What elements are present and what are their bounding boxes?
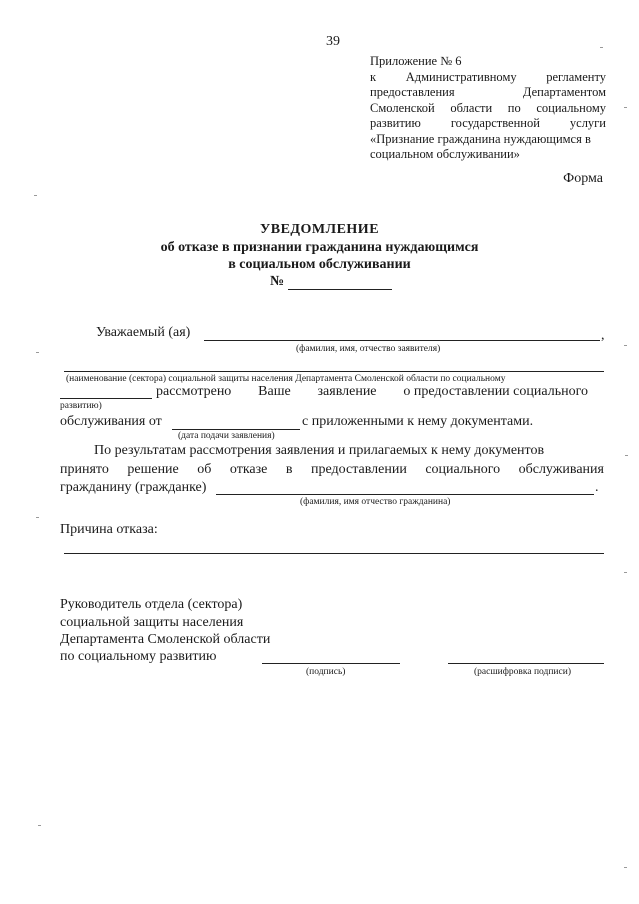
results-word: отказе bbox=[229, 462, 268, 477]
greeting-label: Уважаемый (ая) bbox=[96, 325, 191, 340]
citizen-label: гражданину (гражданке) bbox=[60, 480, 207, 495]
results-word: в bbox=[285, 462, 293, 477]
refusal-reason-label: Причина отказа: bbox=[60, 522, 158, 537]
results-word: об bbox=[197, 462, 212, 477]
notice-number bbox=[270, 274, 392, 290]
signer-line-2: социальной защиты населения bbox=[60, 615, 244, 630]
form-label: Форма bbox=[563, 171, 603, 186]
considered-word: рассмотрено bbox=[156, 384, 232, 399]
considered-line bbox=[156, 384, 588, 400]
appendix-title: Приложение № 6 bbox=[370, 54, 462, 68]
scan-speck bbox=[624, 867, 627, 868]
appendix-word: Административному bbox=[405, 69, 517, 84]
appendix-line bbox=[370, 85, 606, 101]
appendix-word: услуги bbox=[569, 116, 606, 130]
scan-speck bbox=[625, 455, 628, 456]
greeting-comma: , bbox=[601, 328, 605, 343]
appendix-block bbox=[370, 54, 606, 163]
considered-word: заявление bbox=[317, 384, 377, 399]
signer-line-4: по социальному развитию bbox=[60, 649, 217, 664]
appendix-line bbox=[370, 101, 606, 117]
caption-citizen-name: (фамилия, имя отчество гражданина) bbox=[300, 497, 451, 507]
considered-word: о предоставлении социального bbox=[403, 384, 588, 399]
citizen-name-line[interactable] bbox=[216, 494, 594, 495]
appendix-word: регламенту bbox=[546, 69, 606, 84]
appendix-line bbox=[370, 70, 606, 86]
results-word: социального bbox=[425, 462, 501, 477]
results-word: обслуживания bbox=[518, 462, 604, 477]
scan-speck bbox=[624, 107, 627, 108]
scan-speck bbox=[624, 572, 627, 573]
number-field-line[interactable] bbox=[288, 275, 392, 290]
notice-subtitle-2: в социальном обслуживании bbox=[228, 257, 411, 272]
results-word: решение bbox=[127, 462, 179, 477]
appendix-word: государственной bbox=[450, 116, 540, 130]
scan-speck bbox=[36, 352, 39, 353]
notice-title: УВЕДОМЛЕНИЕ bbox=[259, 222, 380, 237]
signature-transcript-line[interactable] bbox=[448, 663, 604, 664]
caption-transcript: (расшифровка подписи) bbox=[474, 667, 571, 677]
scan-speck bbox=[624, 345, 627, 346]
caption-development: развитию) bbox=[60, 401, 102, 411]
page-number: 39 bbox=[326, 34, 340, 49]
application-date-line[interactable] bbox=[172, 429, 300, 430]
caption-date: (дата подачи заявления) bbox=[178, 431, 275, 441]
number-sign: № bbox=[270, 274, 285, 289]
scan-speck bbox=[38, 825, 41, 826]
sector-name-line[interactable] bbox=[64, 371, 604, 372]
considered-word: Ваше bbox=[258, 384, 291, 399]
with-documents-text: с приложенными к нему документами. bbox=[302, 414, 534, 429]
caption-signature: (подпись) bbox=[306, 667, 346, 677]
caption-sector: (наименование (сектора) социальной защиты населения Департамента Смоленской области по социальному bbox=[66, 374, 506, 384]
appendix-line bbox=[370, 116, 606, 132]
appendix-word: социальному bbox=[536, 100, 606, 115]
signature-line[interactable] bbox=[262, 663, 400, 664]
scan-speck bbox=[600, 47, 603, 48]
signer-line-1: Руководитель отдела (сектора) bbox=[60, 597, 243, 612]
results-word: принято bbox=[60, 462, 109, 477]
scan-speck bbox=[36, 517, 39, 518]
scan-speck bbox=[34, 195, 37, 196]
appendix-word: к bbox=[370, 69, 377, 84]
sector-continuation-line[interactable] bbox=[60, 398, 152, 399]
appendix-word: Смоленской bbox=[370, 100, 435, 115]
applicant-name-line[interactable] bbox=[204, 340, 600, 341]
appendix-line: социальном обслуживании» bbox=[370, 147, 520, 161]
results-line-2 bbox=[60, 462, 604, 478]
appendix-word: Департаментом bbox=[522, 85, 606, 99]
appendix-line: «Признание гражданина нуждающимся в bbox=[370, 131, 591, 146]
results-word: предоставлении bbox=[311, 462, 407, 477]
citizen-period: . bbox=[595, 480, 599, 495]
service-from-label: обслуживания от bbox=[60, 414, 162, 429]
appendix-word: развитию bbox=[370, 116, 421, 130]
notice-subtitle-1: об отказе в признании гражданина нуждающимся bbox=[160, 240, 479, 255]
appendix-word: области bbox=[450, 100, 493, 115]
results-line-1: По результатам рассмотрения заявления и прилагаемых к нему документов bbox=[94, 443, 545, 458]
caption-applicant-name: (фамилия, имя, отчество заявителя) bbox=[296, 344, 441, 354]
signer-line-3: Департамента Смоленской области bbox=[60, 632, 271, 647]
appendix-word: по bbox=[507, 100, 521, 115]
appendix-word: предоставления bbox=[370, 85, 455, 99]
refusal-reason-line[interactable] bbox=[64, 553, 604, 554]
